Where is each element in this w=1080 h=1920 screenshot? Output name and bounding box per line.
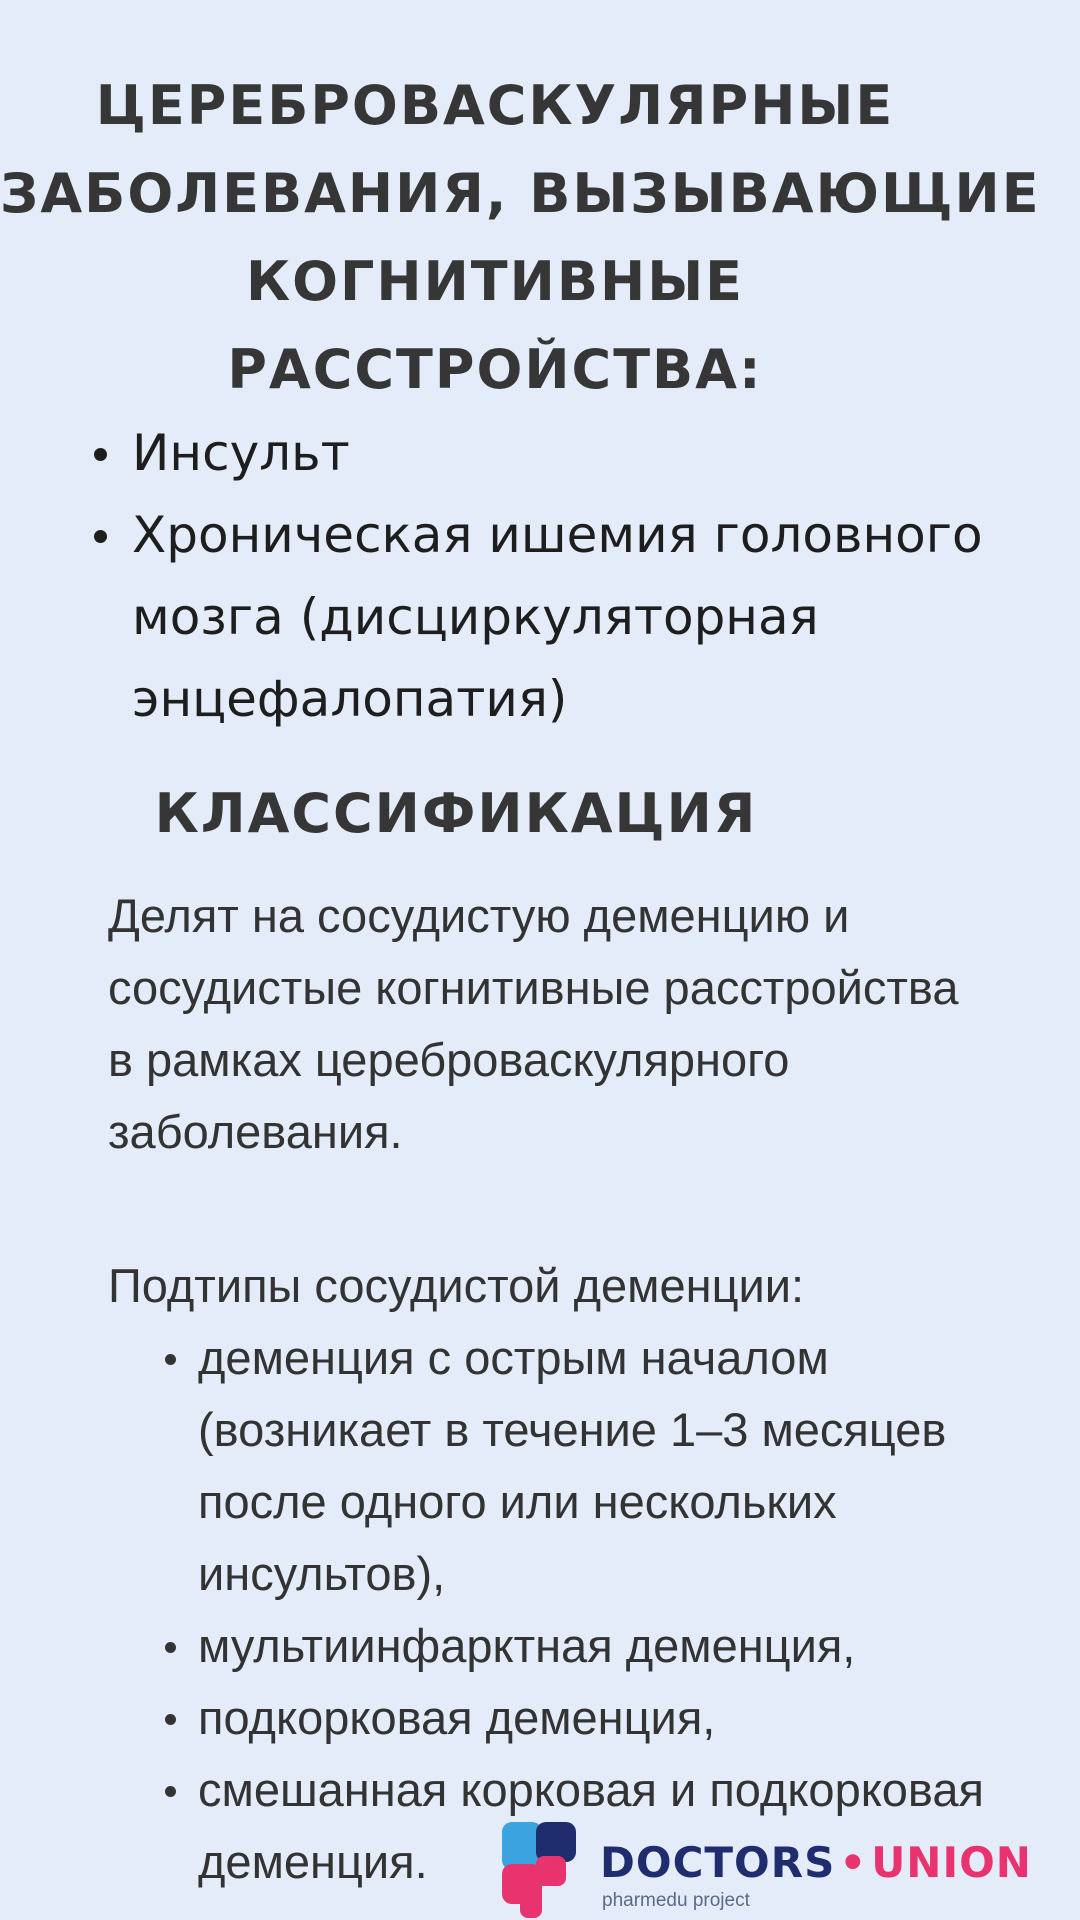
list-item-text: Инсульт [132, 424, 350, 482]
logo-word-union: UNION [871, 1838, 1032, 1887]
list-item-acute-onset [198, 1322, 1058, 1610]
list-item-text: смешанная корковая и подкорковая [198, 1763, 984, 1816]
list-item-multi-infarct [198, 1610, 1058, 1682]
list-item-text: деменция. [198, 1835, 428, 1888]
page-title [0, 62, 1041, 414]
list-item-subcortical [198, 1682, 1058, 1754]
subtype-list [198, 1322, 1058, 1898]
list-item-text: мозга (дисциркуляторная [132, 588, 819, 646]
title-line: ЦЕРЕБРОВАСКУЛЯРНЫЕ [95, 74, 895, 137]
list-item-text: энцефалопатия) [132, 670, 568, 728]
condition-list [132, 412, 1052, 740]
logo-wordmark [600, 1838, 1032, 1888]
paragraph-line: заболевания. [108, 1105, 403, 1158]
title-line: РАССТРОЙСТВА: [227, 338, 763, 401]
logo-tagline: pharmedu project [602, 1890, 750, 1911]
list-item-text: инсультов), [198, 1547, 446, 1600]
section-title-classification: КЛАССИФИКАЦИЯ [154, 782, 758, 845]
list-item-text: подкорковая деменция, [198, 1691, 716, 1744]
logo-mark-icon [500, 1820, 580, 1920]
title-line: КОГНИТИВНЫЕ [245, 250, 745, 313]
list-item-text: после одного или нескольких [198, 1475, 837, 1528]
list-item-text: Хроническая ишемия головного [132, 506, 983, 564]
paragraph-line: сосудистые когнитивные расстройства [108, 961, 959, 1014]
list-item-chronic-ischemia [132, 494, 1052, 740]
subtypes-heading: Подтипы сосудистой деменции: [108, 1259, 805, 1312]
doctors-union-logo [500, 1820, 1060, 1920]
list-item-text: (возникает в течение 1–3 месяцев [198, 1403, 947, 1456]
paragraph-line: в рамках цереброваскулярного [108, 1033, 790, 1086]
classification-paragraph [108, 880, 1048, 1168]
list-item-text: деменция с острым началом [198, 1331, 829, 1384]
list-item-stroke [132, 412, 1052, 494]
paragraph-line: Делят на сосудистую деменцию и [108, 889, 850, 942]
logo-word-doctors: DOCTORS [600, 1838, 836, 1887]
logo-separator: • [839, 1838, 868, 1887]
title-line: ЗАБОЛЕВАНИЯ, ВЫЗЫВАЮЩИЕ [0, 162, 1041, 225]
list-item-text: мультиинфарктная деменция, [198, 1619, 856, 1672]
